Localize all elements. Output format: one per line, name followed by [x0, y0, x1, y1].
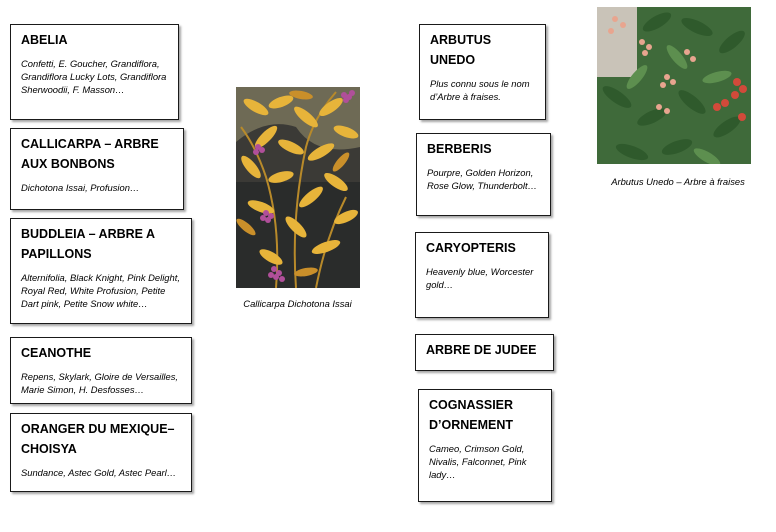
card-title: ABELIA [21, 33, 68, 47]
callicarpa-photo [236, 87, 360, 288]
card-abelia [10, 24, 179, 120]
card-title: COGNASSIER D’ORNEMENT [429, 398, 514, 432]
card-arbre-de-judee [415, 334, 554, 371]
arbutus-caption: Arbutus Unedo – Arbre à fraises [611, 176, 745, 187]
card-text: Sundance, Astec Gold, Astec Pearl… [21, 467, 177, 478]
card-arbutus-unedo [419, 24, 546, 120]
card-title: BUDDLEIA – ARBRE A PAPILLONS [21, 227, 155, 261]
card-text: Plus connu sous le nom d’Arbre à fraises. [430, 78, 530, 103]
card-title: CEANOTHE [21, 346, 92, 360]
card-ceanothe [10, 337, 192, 404]
card-text: Confetti, E. Goucher, Grandiflora, Grandiflora Lucky Lots, Grandiflora Sherwoodii, F. Masson… [21, 58, 167, 96]
card-cognassier [418, 389, 552, 502]
card-title: ARBRE DE JUDEE [426, 343, 537, 357]
card-text: Pourpre, Golden Horizon, Rose Glow, Thunderbolt… [427, 167, 537, 192]
card-text: Dichotona Issai, Profusion… [21, 182, 140, 193]
card-berberis [416, 133, 551, 216]
card-title: CARYOPTERIS [426, 241, 516, 255]
card-text: Alternifolia, Black Knight, Pink Delight, Royal Red, White Profusion, Petite Dart pink, Petite Snow white… [21, 272, 180, 310]
card-buddleia [10, 218, 192, 324]
card-caryopteris [415, 232, 549, 318]
card-choisya [10, 413, 192, 492]
card-callicarpa [10, 128, 184, 210]
card-title: ARBUTUS UNEDO [430, 33, 492, 67]
card-text: Heavenly blue, Worcester gold… [426, 266, 534, 291]
callicarpa-caption: Callicarpa Dichotona Issai [243, 298, 352, 309]
card-text: Cameo, Crimson Gold, Nivalis, Falconnet, Pink lady… [429, 443, 527, 481]
card-title: BERBERIS [427, 142, 492, 156]
card-text: Repens, Skylark, Gloire de Versailles, Marie Simon, H. Desfosses… [21, 371, 179, 396]
card-title: ORANGER DU MEXIQUE– CHOISYA [21, 422, 175, 456]
card-title: CALLICARPA – ARBRE AUX BONBONS [21, 137, 159, 171]
arbutus-photo [597, 7, 751, 164]
